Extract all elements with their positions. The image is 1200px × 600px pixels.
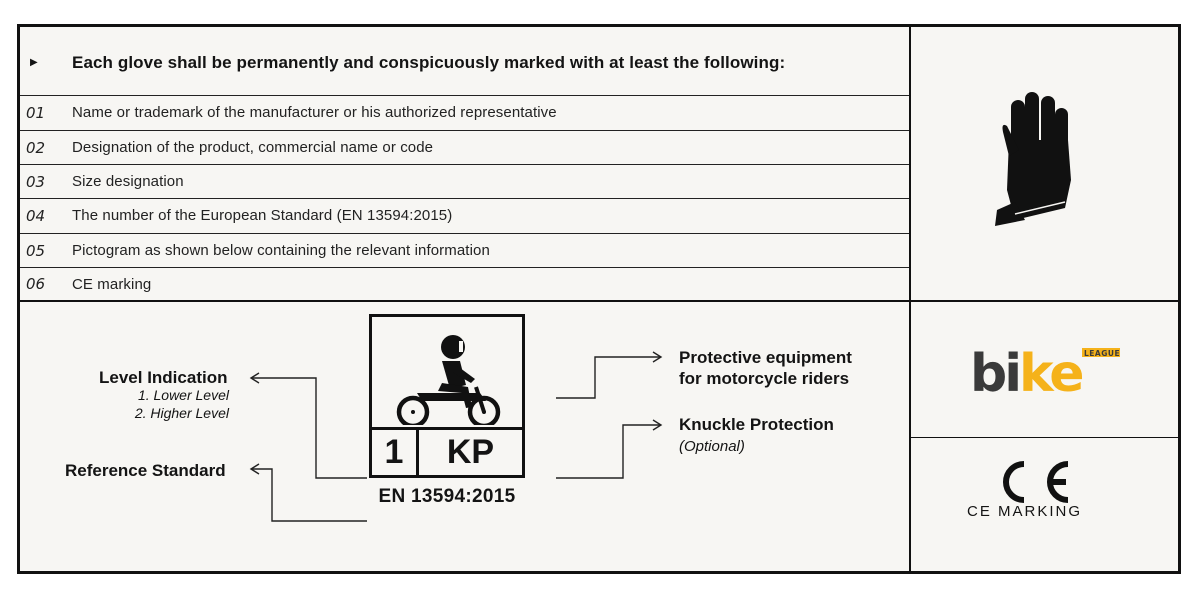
level-indication-label: Level Indication (99, 368, 228, 387)
row-text: Name or trademark of the manufacturer or his authorized representative (72, 104, 557, 121)
protective-connector (556, 357, 660, 398)
row-text: Pictogram as shown below containing the relevant information (72, 242, 490, 259)
level-item: 1. Lower Level (137, 387, 229, 403)
knuckle-optional-note: (Optional) (679, 438, 745, 455)
ce-marking-caption: CE MARKING (966, 503, 1082, 520)
pictogram-level: 1 (384, 433, 404, 471)
pictogram-code: KP (446, 433, 495, 471)
row-number: 03 (26, 173, 46, 191)
protective-line-1: Protective equipment (679, 348, 852, 367)
bike-league-logo (970, 345, 1130, 406)
reference-connector (252, 469, 367, 521)
row-number: 04 (26, 207, 46, 225)
row-text: Designation of the product, commercial name or code (72, 139, 434, 156)
motorcycle-rider-icon (372, 317, 522, 425)
knuckle-connector (556, 425, 660, 478)
pictogram (369, 314, 525, 478)
level-item: 2. Higher Level (134, 405, 229, 421)
pictogram-standard: EN 13594:2015 (378, 486, 516, 507)
ce-mark-icon (986, 458, 1076, 506)
row-number: 06 (26, 275, 46, 293)
protective-equipment-label (679, 347, 852, 389)
knuckle-protection-label: Knuckle Protection (679, 415, 834, 434)
logo-tag: LEAGUE (1084, 349, 1121, 358)
header-title: Each glove shall be permanently and conspicuously marked with at least the following: (72, 53, 786, 72)
glove-icon (975, 70, 1085, 230)
row-number: 02 (26, 139, 46, 157)
row-text: CE marking (72, 276, 152, 293)
triangle-right-icon: ▶ (30, 57, 38, 68)
protective-line-2: for motorcycle riders (679, 369, 850, 388)
logo-wordmark: bike (970, 345, 1082, 401)
row-number: 01 (26, 104, 46, 122)
row-number: 05 (26, 242, 46, 260)
reference-standard-label: Reference Standard (65, 461, 226, 480)
row-text: The number of the European Standard (EN 13594:2015) (72, 207, 453, 224)
level-connector (252, 378, 367, 478)
row-text: Size designation (72, 173, 184, 190)
